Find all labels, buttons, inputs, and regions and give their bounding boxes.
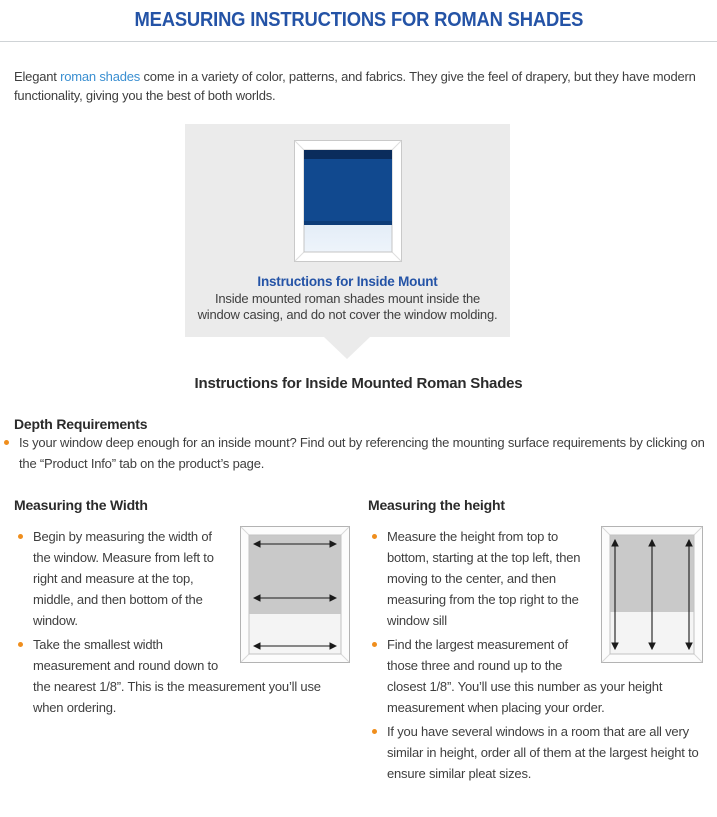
- page-header: [0, 0, 717, 32]
- header-divider: [0, 41, 717, 42]
- list-item: Is your window deep enough for an inside mount? Find out by referencing the mounting surface requirements by clicking on the “Product Info” tab on the product’s page.: [0, 432, 717, 474]
- list-item: Begin by measuring the width of the window. Measure from left to right and measure at the top, middle, and then bottom of the window.: [14, 526, 350, 631]
- page-title: MEASURING INSTRUCTIONS FOR ROMAN SHADES: [134, 9, 583, 31]
- depth-requirements-list: [0, 432, 717, 474]
- measuring-height-heading: Measuring the height: [368, 497, 505, 513]
- measuring-height-column: [368, 497, 703, 787]
- triangle-down-pointer-icon: [324, 337, 370, 359]
- instructions-inside-mount-link[interactable]: Instructions for Inside Mount: [257, 274, 438, 289]
- intro-paragraph: [14, 67, 703, 105]
- list-item: Find the largest measurement of those three and round up to the closest 1/8”. You’ll use this number as your height measurement when placing your order.: [368, 634, 703, 718]
- depth-requirements-heading: Depth Requirements: [14, 416, 148, 432]
- list-item: If you have several windows in a room that are all very similar in height, order all of them at the largest height to ensure similar pleat sizes.: [368, 721, 703, 784]
- inside-mount-shade-image: [294, 140, 402, 262]
- inside-mount-callout-panel: [185, 124, 510, 337]
- roman-shades-link[interactable]: roman shades: [60, 69, 141, 84]
- intro-text-after: come in a variety of color, patterns, and fabrics. They give the feel of drapery, but they have modern functionality, giving you the best of both worlds.: [14, 69, 696, 103]
- intro-text-before: Elegant: [14, 69, 61, 84]
- list-item: Take the smallest width measurement and round down to the nearest 1/8”. This is the measurement you’ll use when ordering.: [14, 634, 350, 718]
- measuring-width-heading: Measuring the Width: [14, 497, 148, 513]
- callout-description: Inside mounted roman shades mount inside the window casing, and do not cover the window molding.: [197, 291, 498, 322]
- list-item: Measure the height from top to bottom, starting at the top left, then moving to the center, and then measuring from the top right to the window sill: [368, 526, 703, 631]
- section-heading: Instructions for Inside Mounted Roman Shades: [194, 375, 523, 392]
- measuring-width-list: [14, 526, 350, 718]
- measuring-height-list: [368, 526, 703, 784]
- measuring-columns: [0, 497, 717, 787]
- measuring-width-column: [14, 497, 350, 787]
